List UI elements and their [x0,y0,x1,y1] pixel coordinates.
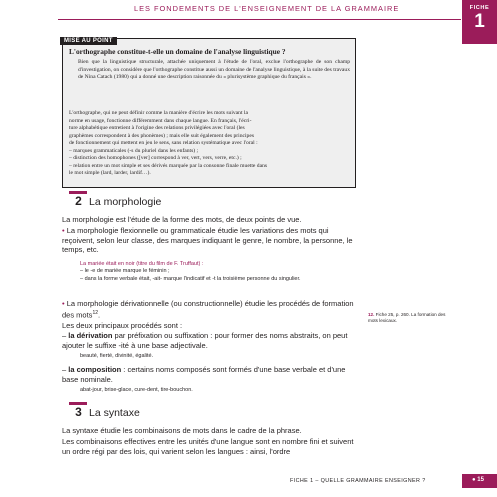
box-question: L'orthographe constitue-t-elle un domaine de l'analyse linguistique ? [69,47,286,56]
section-3-number: 3 [75,405,82,419]
box-line: – marques grammaticales (-s du pluriel dans les enfants) ; [69,147,199,154]
example-title: La mariée était en noir (titre du film de F. Truffaut) : [80,261,204,267]
box-line: de fonctionnement qui mettent en jeu le sens, sans relation systématique avec l'oral : [69,140,258,146]
fiche-tab [462,0,497,44]
section-3-title: La syntaxe [89,407,140,419]
bullet-dot: • [62,299,67,308]
side-note-text: Fiche 25, p. 260. La formation des mots lexicaux. [368,312,446,323]
example-1: – le -e de mariée marque le féminin ; [80,268,170,275]
box-line: graphèmes correspondent à des phonèmes) ; mais elle suit également des principes [69,132,255,139]
example-2: – dans la forme verbale était, -ait- marque l'indicatif et -t la troisième personne du singulier. [80,275,301,282]
side-note [368,312,446,324]
procedes-intro: Les deux principaux procédés sont : [62,321,183,330]
term-grammaticale: grammaticale [170,226,216,235]
header-rule [58,19,461,20]
box-line: ture alphabétique entretient à l'origine des relations privilégiées avec l'oral (les [69,125,245,131]
derivation-examples: beauté, fierté, divinité, égalité. [80,353,154,359]
box-paragraph-1: Bien que la linguistique structurale, attachée uniquement à l'étude de l'oral, exclue l'orthographe de son champ d'investigation, on considère que l'orthographe constitue aussi un domaine de l'analyse linguistique, à la suite des travaux de Nina Catach (1980) qui a donné une description raisonnée du « plurisystème graphique du français ». [78,59,350,80]
section-2-title: La morphologie [89,196,162,208]
box-line: – distinction des homophones ([ver] correspond à ver, vert, vers, verre, etc.) ; [69,155,242,161]
bullet-flexionnelle [62,226,362,255]
bullet1-mid: ou [158,226,171,235]
composition-rest: : certains noms composés sont formés d'une base verbale et d'une base nominale. [62,365,346,384]
derivation-item: – la dérivation par préfixation ou suffixation : pour former des noms abstraits, on peut ajouter le suffixe -ité à une base adjectivale. [62,331,348,350]
term-composition: la composition [68,365,122,374]
composition-examples: abat-jour, brise-glace, cure-dent, tire-bouchon. [80,387,193,393]
running-head: LES FONDEMENTS DE L'ENSEIGNEMENT DE LA GRAMMAIRE [134,4,400,13]
term-flexionnelle: La morphologie flexionnelle [66,226,159,235]
footnote-ref: 12 [92,309,98,316]
side-note-number: 12. [368,312,375,317]
morphology-intro: La morphologie est l'étude de la forme des mots, de deux points de vue. [62,215,302,224]
page-number-value: 15 [477,477,484,483]
box-line: L'orthographe, qui ne peut définir comme la manière d'écrire les mots suivant la [69,110,248,116]
footer-text: FICHE 1 – QUELLE GRAMMAIRE ENSEIGNER ? [290,478,426,484]
bullet2-rest: (ou constructionnelle) étudie les procédés de formation des mots [62,299,354,319]
fiche-label: FICHE [469,5,490,11]
example-block [80,261,360,283]
page-number: ● 15 [472,477,484,483]
syntax-p1: La syntaxe étudie les combinaisons de mots dans le cadre de la phrase. [62,426,302,435]
box-tag: MISE AU POINT [60,37,117,45]
derivation-rest: par préfixation ou suffixation : pour former des noms abstraits, on peut ajouter le suffixe -ité à une base adjectivale. [62,331,348,350]
fiche-number: 1 [474,11,485,32]
box-line: le mot simple (lard, larder, lardif…). [69,170,151,176]
composition-item: – la composition : certains noms composés sont formés d'une base verbale et d'une base nominale. [62,365,346,384]
term-derivationnelle: La morphologie dérivationnelle [66,299,169,308]
term-derivation: la dérivation [68,331,113,340]
bullet-dot: • [62,226,67,235]
box-paragraph-2 [69,110,351,178]
box-line: norme en usage, fonctionne différemment dans chaque langue. En français, l'écri- [69,117,252,124]
box-line: – relation entre un mot simple et ses dérivés marquée par la consonne finale muette dans [69,162,268,169]
bullet-derivationnelle: • La morphologie dérivationnelle (ou constructionnelle) étudie les procédés de formation des mots$^{12}$. [62,299,354,319]
bullet1-rest: étudie les variations des mots qui reçoivent, selon leur classe, des marques indiquant le genre, le nombre, la personne, le temps, etc. [62,226,353,254]
section-2-number: 2 [75,194,82,208]
syntax-p2: Les combinaisons effectives entre les unités d'une langue sont en nombre fini et suivent un ordre régi par des lois, qui varient selon les langues : ainsi, l'ordre [62,437,354,456]
